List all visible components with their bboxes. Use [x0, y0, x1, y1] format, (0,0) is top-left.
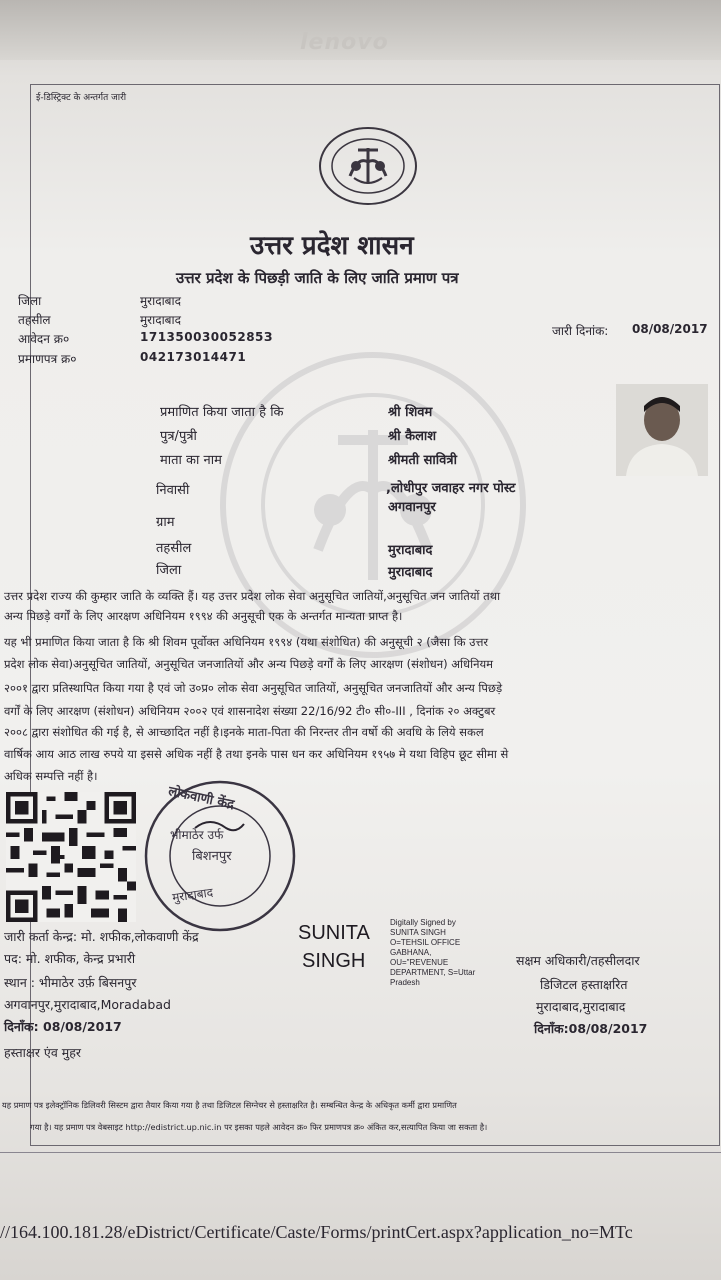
stamp-middle-2: बिशनपुर	[192, 849, 232, 864]
resident-value-line1: ,लोधीपुर जवाहर नगर पोस्ट	[386, 481, 516, 496]
signature-details	[390, 918, 475, 988]
district-value: मुरादाबाद	[140, 294, 182, 308]
details-district-label: जिला	[156, 563, 182, 578]
certificate-label: प्रमाणपत्र क्र०	[18, 352, 77, 366]
issuer-place: स्थान : भीमाठेर उर्फ़ बिसनपुर	[4, 975, 137, 990]
print-url: //164.100.181.28/eDistrict/Certificate/Caste/Forms/printCert.aspx?application_no=MTc	[0, 1222, 633, 1242]
footer-divider	[0, 1152, 721, 1153]
body-line-7: २००८ द्वारा संशोधित की गई है, से आच्छादित नहीं है।इनके माता-पिता की निरन्तर तीन वर्षो की अवधि के लिये सकल	[4, 725, 484, 739]
parent-label: पुत्र/पुत्री	[160, 429, 197, 444]
stamp-bottom-text: मुरादाबाद	[171, 885, 214, 905]
up-govt-seal-icon	[318, 126, 418, 206]
footer-line-1: यह प्रमाण पत्र इलेक्ट्रॉनिक डिलिवरी सिस्टम द्वारा तैयार किया गया है तथा डिजिटल सिग्नेचर से हस्ताक्षरित है। सम्बन्धित केन्द्र के अधिकृत कर्मी द्वारा प्रमाणित	[2, 1100, 457, 1110]
signature-detail-line: Digitally Signed by	[390, 918, 456, 927]
authority-line-3: मुरादाबाद,मुरादाबाद	[536, 999, 626, 1014]
issue-date-value: 08/08/2017	[632, 322, 708, 336]
issuer-center: जारी कर्ता केन्द्र: मो. शफीक,लोकवाणी केंद्र	[4, 929, 199, 944]
application-label: आवेदन क्र०	[18, 332, 70, 346]
parent-value: श्री कैलाश	[388, 429, 437, 444]
issuer-date: दिनाँक: 08/08/2017	[4, 1019, 122, 1034]
details-tehsil-label: तहसील	[156, 541, 192, 556]
signature-detail-line: OU="REVENUE	[390, 958, 449, 967]
details-tehsil-value: मुरादाबाद	[388, 543, 433, 558]
signature-detail-line: O=TEHSIL OFFICE	[390, 938, 461, 947]
body-line-9: अधिक सम्पत्ति नहीं है।	[4, 769, 98, 783]
certified-value: श्री शिवम	[388, 405, 433, 420]
signature-detail-line: GABHANA,	[390, 948, 432, 957]
certified-label: प्रमाणित किया जाता है कि	[160, 405, 284, 420]
tehsil-value: मुरादाबाद	[140, 313, 182, 327]
village-label: ग्राम	[156, 515, 175, 530]
body-line-2: अन्य पिछड़े वर्गों के लिए आरक्षण अधिनियम १९९४ की अनुसूची एक के अन्तर्गत मान्यता प्राप्त है।	[4, 609, 403, 623]
body-line-4: प्रदेश लोक सेवा)अनुसूचित जातियों, अनुसूचित जनजातियों और अन्य पिछड़े वर्गों के लिए आरक्षण (संशोधन) अधिनियम	[4, 657, 494, 671]
district-label: जिला	[18, 294, 42, 308]
body-line-1: उत्तर प्रदेश राज्य की कुम्हार जाति के व्यक्ति हैं। यह उत्तर प्रदेश लोक सेवा अनुसूचित जातियों,अनुसूचित जन जातियों तथा	[4, 589, 501, 603]
stamp-top-text: लोकवाणी केंद्र	[166, 784, 236, 813]
body-line-3: यह भी प्रमाणित किया जाता है कि श्री शिवम पूर्वोक्त अधिनियम १९९४ (यथा संशोधित) की अनुसूची २ (जैसा कि उत्तर	[4, 635, 489, 649]
signature-detail-line: DEPARTMENT, S=Uttar	[390, 968, 476, 977]
body-line-8: वार्षिक आय आठ लाख रुपये या इससे अधिक नहीं है तथा इनके पास धन कर अधिनियम १९५७ मे यथा विहिप छूट सीमा से	[4, 747, 509, 761]
edistrict-note: ई-डिस्ट्रिक्ट के अन्तर्गत जारी	[36, 93, 127, 103]
issuer-sign-label: हस्ताक्षर एंव मुहर	[4, 1045, 81, 1060]
resident-value-line2: अगवानपुर	[388, 500, 436, 515]
signature-detail-line: SUNITA SINGH	[390, 928, 446, 937]
authority-line-2: डिजिटल हस्ताक्षरित	[540, 977, 628, 992]
details-district-value: मुरादाबाद	[388, 565, 433, 580]
tehsil-label: तहसील	[18, 313, 51, 327]
issuer-address: अगवानपुर,मुरादाबाद,Moradabad	[4, 997, 171, 1012]
body-line-5: २००१ द्वारा प्रतिस्थापित किया गया है एवं जो उ०प्र० लोक सेवा अनुसूचित जातियों, अनुसूचित जनजातियों और अन्य पिछड़े	[4, 681, 503, 695]
applicant-photo	[616, 384, 708, 476]
mother-value: श्रीमती सावित्री	[388, 453, 457, 468]
doc-subtitle: उत्तर प्रदेश के पिछड़ी जाति के लिए जाति प्रमाण पत्र	[176, 269, 459, 287]
certificate-value: 042173014471	[140, 350, 247, 364]
resident-label: निवासी	[156, 483, 190, 498]
authority-line-4: दिनाँक:08/08/2017	[534, 1021, 648, 1036]
signature-name-2: SINGH	[302, 950, 366, 972]
mother-label: माता का नाम	[160, 453, 222, 468]
stamp-middle-1: भीमाठेर उर्फ	[170, 828, 224, 842]
issuer-post: पद: मो. शफीक, केन्द्र प्रभारी	[4, 951, 136, 966]
signature-name-1: SUNITA	[298, 922, 370, 944]
person-photo-icon	[616, 384, 708, 476]
footer-line-2: गया है। यह प्रमाण पत्र वेबसाइट http://edistrict.up.nic.in पर इसका पहले आवेदन क्र० फिर प्रमाणपत्र क्र० अंकित कर,सत्यापित किया जा सकता है।	[30, 1122, 488, 1132]
application-value: 17135003005285З	[140, 330, 273, 344]
device-brand: lenovo	[300, 30, 389, 55]
issue-date-label: जारी दिनांक:	[552, 324, 609, 338]
authority-line-1: सक्षम अधिकारी/तहसीलदार	[516, 953, 640, 968]
signature-detail-line: Pradesh	[390, 978, 420, 987]
doc-title: उत्तर प्रदेश शासन	[250, 231, 414, 261]
qr-code-icon	[6, 792, 136, 922]
body-line-6: वर्गों के लिए आरक्षण (संशोधन) अधिनियम २००२ एवं शासनादेश संख्या 22/16/92 टी० सी०-III , दिनांक २० अक्टुबर	[4, 704, 496, 718]
